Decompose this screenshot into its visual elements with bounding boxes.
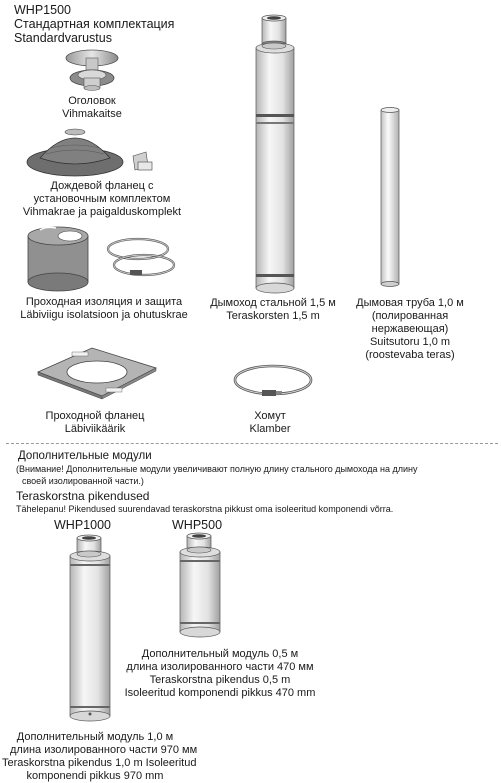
whp500-et1: Teraskorstna pikendus 0,5 m	[149, 674, 291, 686]
ring-clamps-illustration	[102, 234, 182, 284]
whp500-ru1: Дополнительный модуль 0,5 м	[141, 648, 299, 660]
clamp-illustration	[228, 356, 318, 408]
pass-flange-label-et: Läbiviikäärik	[64, 423, 126, 435]
cap-label-et: Vihmakaitse	[62, 108, 122, 120]
whp500-label: WHP500	[172, 518, 223, 532]
model-code: WHP1500	[14, 3, 71, 17]
whp1000-label: WHP1000	[54, 518, 111, 532]
extras-title-et: Teraskorstna pikendused	[16, 489, 150, 503]
pipe-label-et1: Suitsutoru 1,0 m	[369, 336, 451, 348]
insulation-sleeve-illustration	[26, 226, 92, 292]
clamp-label-ru: Хомут	[254, 410, 286, 422]
title-ru: Стандартная комплектация	[14, 17, 175, 31]
extras-note-ru2: своей изолированной части.)	[22, 476, 144, 486]
whp1000-ru1: Дополнительный модуль 1,0 м	[16, 731, 174, 743]
whp500-module-illustration	[170, 532, 230, 642]
flange-label-ru2: установочным комплектом	[33, 193, 171, 205]
pipe-label-et2: (roostevaba teras)	[365, 349, 455, 361]
steel-chimney-illustration	[245, 12, 305, 297]
whp1000-et1: Teraskorstna pikendus 1,0 m Isoleeritud	[2, 757, 197, 769]
extras-note-ru1: (Внимание! Дополнительные модули увеличивают полную длину стального дымохода на длину	[16, 464, 418, 474]
cap-label-ru: Оголовок	[68, 95, 116, 107]
whp1000-ru2: длина изолированного части 970 мм	[10, 744, 198, 756]
rain-cap-illustration	[57, 44, 127, 94]
section-divider	[6, 443, 498, 444]
chimney-label-et: Teraskorsten 1,5 m	[226, 310, 320, 322]
pipe-label-ru2: (полированная	[371, 310, 449, 322]
insulation-label-et: Läbiviigu isolatsioon ja ohutuskrae	[20, 309, 188, 321]
extras-note-et: Tähelepanu! Pikendused suurendavad teraskorstna pikkust oma isoleeritud komponendi võrra.	[16, 504, 394, 514]
flange-label-et: Vihmakrae ja paigalduskomplekt	[22, 206, 182, 218]
extras-title-ru: Дополнительные модули	[18, 450, 152, 462]
pass-flange-label-ru: Проходной фланец	[45, 410, 145, 422]
pipe-label-ru3: нержавеющая)	[371, 323, 449, 335]
flue-pipe-illustration	[370, 104, 410, 294]
whp500-et2: Isoleeritud komponendi pikkus 470 mm	[124, 687, 316, 699]
whp1000-module-illustration	[60, 534, 120, 724]
flange-label-ru1: Дождевой фланец с	[50, 180, 154, 192]
chimney-label-ru: Дымоход стальной 1,5 м	[210, 297, 336, 309]
pass-through-flange-illustration	[32, 344, 162, 400]
whp500-ru2: длина изолированного части 470 мм	[126, 661, 314, 673]
rain-flange-illustration	[20, 122, 160, 178]
whp1000-et2: komponendi pikkus 970 mm	[26, 770, 164, 782]
insulation-label-ru: Проходная изоляция и защита	[25, 296, 183, 308]
clamp-label-et: Klamber	[249, 423, 291, 435]
title-et: Standardvarustus	[14, 31, 112, 45]
pipe-label-ru1: Дымовая труба 1,0 м	[356, 297, 464, 309]
